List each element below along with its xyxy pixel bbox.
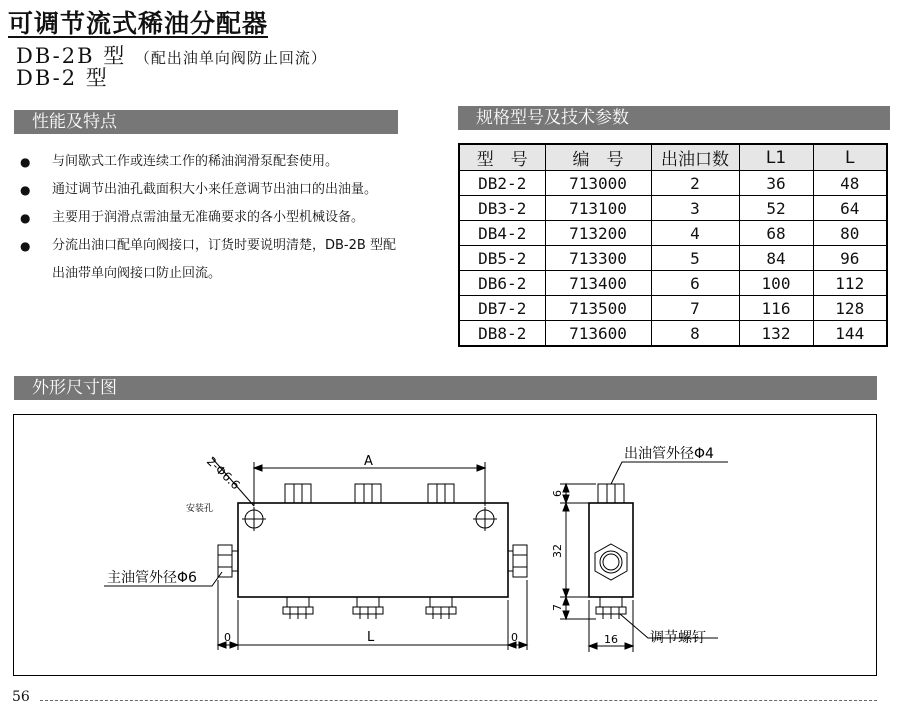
features-heading: 性能及特点 bbox=[14, 110, 398, 134]
cell: 3 bbox=[651, 196, 739, 221]
distributor-body bbox=[238, 503, 508, 597]
dim-6-label: 6 bbox=[551, 490, 564, 497]
cell: 713200 bbox=[545, 221, 651, 246]
cell: 7 bbox=[651, 296, 739, 321]
cell: 4 bbox=[651, 221, 739, 246]
col-outlets: 出油口数 bbox=[651, 144, 739, 171]
side-fitting-left bbox=[218, 545, 238, 577]
dim-zero-left: 0 bbox=[224, 631, 231, 644]
cell: 713000 bbox=[545, 171, 651, 196]
bullet-icon: ● bbox=[20, 183, 31, 197]
cell: DB5-2 bbox=[459, 246, 545, 271]
feature-text: 与间歇式工作或连续工作的稀油润滑泵配套使用。 bbox=[52, 154, 339, 169]
cell: 112 bbox=[813, 271, 887, 296]
adjust-screw bbox=[426, 597, 456, 619]
cell: 36 bbox=[739, 171, 813, 196]
cell: 68 bbox=[739, 221, 813, 246]
cell: 84 bbox=[739, 246, 813, 271]
cell: 52 bbox=[739, 196, 813, 221]
mount-hole-left bbox=[242, 507, 266, 531]
top-fitting bbox=[285, 484, 311, 503]
cell: 96 bbox=[813, 246, 887, 271]
bullet-icon: ● bbox=[20, 155, 31, 169]
page-number: 56 bbox=[12, 689, 30, 705]
dim-l-label: L bbox=[367, 630, 375, 645]
cell: DB6-2 bbox=[459, 271, 545, 296]
bullet-icon: ● bbox=[20, 239, 31, 253]
col-l1: L1 bbox=[739, 144, 813, 171]
main-pipe-label: 主油管外径Φ6 bbox=[107, 570, 197, 586]
dim-a-label: A bbox=[364, 454, 373, 469]
cell: 713600 bbox=[545, 321, 651, 347]
mount-holes-label: 2-Φ6.6 bbox=[203, 454, 243, 493]
dim-7-label: 7 bbox=[551, 604, 564, 611]
cell: DB2-2 bbox=[459, 171, 545, 196]
cell: 713300 bbox=[545, 246, 651, 271]
cell: 713100 bbox=[545, 196, 651, 221]
cell: 5 bbox=[651, 246, 739, 271]
cell: 2 bbox=[651, 171, 739, 196]
cell: 80 bbox=[813, 221, 887, 246]
side-view-body bbox=[589, 503, 633, 597]
cell: 64 bbox=[813, 196, 887, 221]
feature-text: 通过调节出油孔截面积大小来任意调节出油口的出油量。 bbox=[52, 182, 378, 197]
mount-hole-right bbox=[473, 507, 497, 531]
cell: 128 bbox=[813, 296, 887, 321]
adjust-screw-label: 调节螺钉 bbox=[650, 630, 706, 646]
bullet-icon: ● bbox=[20, 211, 31, 225]
cell: 713500 bbox=[545, 296, 651, 321]
cell: 100 bbox=[739, 271, 813, 296]
cell: 713400 bbox=[545, 271, 651, 296]
dim-16-label: 16 bbox=[604, 633, 618, 646]
side-port-hex bbox=[595, 544, 627, 580]
footer-rule bbox=[40, 700, 877, 701]
top-fitting bbox=[428, 484, 454, 503]
model-name: DB-2 型 bbox=[16, 66, 109, 90]
cell: 144 bbox=[813, 321, 887, 347]
feature-text: 分流出油口配单向阀接口，订货时要说明清楚，DB-2B 型配出油带单向阀接口防止回流。 bbox=[52, 238, 396, 281]
col-code: 编 号 bbox=[545, 144, 651, 171]
dim-32-label: 32 bbox=[551, 544, 564, 558]
page-title: 可调节流式稀油分配器 bbox=[8, 9, 269, 38]
drawing-heading: 外形尺寸图 bbox=[14, 376, 877, 400]
cell: DB8-2 bbox=[459, 321, 545, 347]
model-note: （配出油单向阀防止回流） bbox=[134, 49, 327, 67]
model-name: DB-2B 型 bbox=[16, 44, 127, 68]
specs-heading: 规格型号及技术参数 bbox=[458, 106, 890, 130]
cell: 116 bbox=[739, 296, 813, 321]
cell: 8 bbox=[651, 321, 739, 347]
cell: 132 bbox=[739, 321, 813, 347]
side-fitting-right bbox=[508, 545, 527, 577]
adjust-screw bbox=[353, 597, 383, 619]
dim-zero-right: 0 bbox=[511, 631, 518, 644]
cell: DB4-2 bbox=[459, 221, 545, 246]
col-model: 型 号 bbox=[459, 144, 545, 171]
cell: DB3-2 bbox=[459, 196, 545, 221]
col-l: L bbox=[813, 144, 887, 171]
cell: 48 bbox=[813, 171, 887, 196]
top-fitting bbox=[355, 484, 381, 503]
cell: 6 bbox=[651, 271, 739, 296]
cell: DB7-2 bbox=[459, 296, 545, 321]
mount-hole-caption: 安装孔 bbox=[186, 504, 214, 514]
adjust-screw bbox=[283, 597, 313, 619]
side-top-fitting bbox=[598, 484, 624, 503]
outlet-pipe-label: 出油管外径Φ4 bbox=[624, 446, 714, 462]
feature-text: 主要用于润滑点需油量无准确要求的各小型机械设备。 bbox=[52, 210, 365, 225]
